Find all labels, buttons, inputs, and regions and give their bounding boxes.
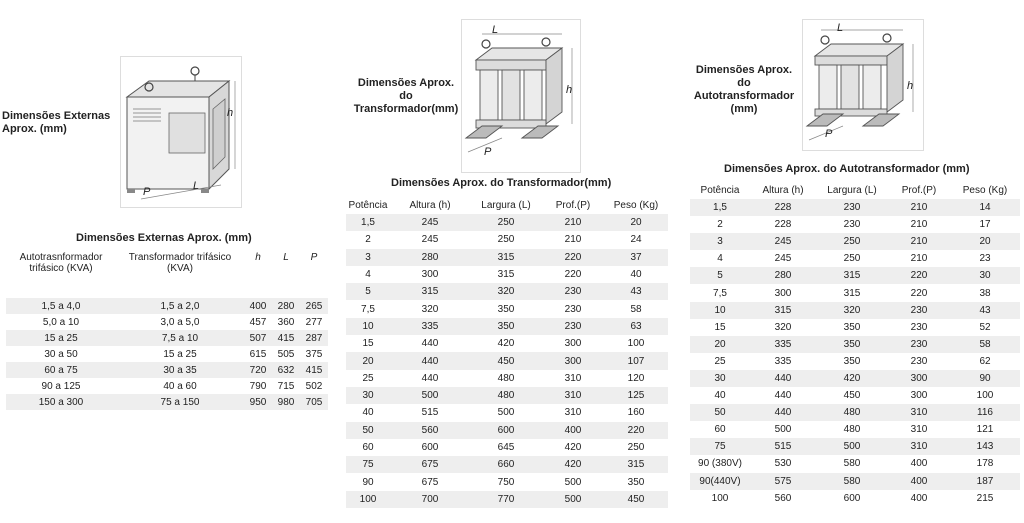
col-header: Transformador trifásico (KVA)	[128, 252, 232, 274]
table-cell: 350	[843, 321, 861, 333]
table-cell: 230	[910, 355, 928, 367]
table-cell: 660	[470, 456, 542, 473]
transformer-dimensions-table	[346, 196, 668, 508]
table-cell: 5,0 a 10	[42, 316, 80, 328]
table-header-row	[346, 196, 668, 214]
table-header-row	[690, 181, 1020, 199]
table-row	[6, 330, 328, 346]
table-cell: 160	[627, 407, 645, 419]
table-row	[346, 473, 668, 490]
table-cell: 645	[497, 442, 515, 453]
external-dimensions-table	[6, 252, 328, 410]
table-cell: 245	[390, 214, 470, 231]
transformer-figure	[461, 19, 581, 173]
table-cell: 335	[774, 355, 792, 367]
table-cell: 20	[604, 214, 668, 231]
table-cell: 515	[421, 407, 439, 419]
table-row	[346, 439, 668, 456]
table-cell: 52	[979, 321, 991, 333]
table-cell: 420	[816, 370, 888, 387]
table-cell: 178	[976, 458, 994, 470]
table-row	[690, 336, 1020, 353]
table-cell: 500	[816, 438, 888, 455]
table-row	[690, 455, 1020, 472]
table-cell: 143	[950, 438, 1020, 455]
table-row	[346, 370, 668, 387]
table-cell: 315	[604, 456, 668, 473]
col-header: Altura (h)	[762, 184, 804, 196]
table-cell: 575	[750, 473, 816, 490]
table-cell: 315	[843, 287, 861, 299]
table-cell: 10	[690, 302, 750, 319]
enclosure-figure	[120, 56, 242, 208]
table-cell: 360	[277, 316, 295, 328]
table-cell: 310	[888, 404, 950, 421]
table-cell: 20	[690, 336, 750, 353]
table-cell: 790	[249, 380, 267, 392]
table-cell: 15 a 25	[6, 330, 116, 346]
height-label: h	[227, 107, 234, 119]
table-row	[346, 249, 668, 266]
table-cell: 50	[690, 404, 750, 421]
table-cell: 715	[277, 380, 295, 392]
col-header: Peso (Kg)	[613, 199, 659, 211]
table-cell: 400	[910, 458, 928, 470]
table-cell: 315	[816, 267, 888, 284]
table-cell: 277	[305, 316, 323, 328]
table-cell: 250	[816, 233, 888, 250]
table-cell: 5	[346, 283, 390, 300]
table-cell: 320	[470, 283, 542, 300]
table-row	[346, 352, 668, 369]
table-cell: 310	[910, 424, 928, 436]
autotransformer-dimensions-title: Dimensões Aprox. do Autotransformador (mm)	[724, 163, 970, 175]
table-cell: 50	[346, 422, 390, 439]
table-cell: 90(440V)	[690, 473, 750, 490]
table-cell: 480	[843, 424, 861, 436]
table-cell: 210	[910, 219, 928, 231]
table-cell: 228	[774, 219, 792, 231]
table-cell: 300	[542, 352, 604, 369]
table-cell: 400	[244, 298, 272, 314]
depth-label: P	[143, 186, 151, 198]
table-cell: 480	[497, 372, 515, 384]
table-cell: 230	[564, 303, 582, 315]
table-cell: 1,5	[690, 199, 750, 216]
table-cell: 210	[910, 253, 928, 265]
table-cell: 320	[421, 303, 439, 315]
table-cell: 7,5	[361, 303, 375, 315]
table-cell: 980	[272, 394, 300, 410]
table-cell: 280	[750, 267, 816, 284]
table-cell: 440	[750, 370, 816, 387]
table-cell: 265	[300, 298, 328, 314]
length-label: L	[837, 22, 844, 34]
table-cell: 90	[362, 476, 374, 488]
transformer-dimensions-title: Dimensões Aprox. do Transformador(mm)	[391, 177, 612, 189]
enclosure-drawing	[121, 57, 241, 207]
table-cell: 3,0 a 5,0	[160, 316, 200, 328]
table-cell: 280	[272, 298, 300, 314]
table-cell: 675	[390, 456, 470, 473]
table-row	[690, 302, 1020, 319]
table-cell: 7,5	[713, 287, 727, 299]
table-cell: 400	[888, 473, 950, 490]
table-cell: 43	[604, 283, 668, 300]
height-label: h	[566, 84, 573, 96]
table-cell: 250	[470, 214, 542, 231]
external-dimensions-side-label: Dimensões Externas Aprox. (mm)	[2, 110, 111, 135]
table-row	[346, 283, 668, 300]
depth-label: P	[825, 128, 833, 140]
table-cell: 30	[690, 370, 750, 387]
table-cell: 530	[774, 458, 792, 470]
table-row	[346, 231, 668, 248]
table-row	[346, 387, 668, 404]
table-cell: 30 a 50	[44, 348, 78, 360]
table-cell: 1,5	[346, 214, 390, 231]
table-cell: 350	[627, 476, 645, 488]
table-cell: 580	[816, 473, 888, 490]
table-cell: 100	[711, 492, 729, 504]
table-cell: 350	[470, 318, 542, 335]
table-cell: 415	[300, 362, 328, 378]
table-cell: 310	[542, 387, 604, 404]
table-cell: 24	[630, 234, 642, 246]
table-cell: 40 a 60	[163, 380, 197, 392]
table-cell: 210	[888, 233, 950, 250]
table-cell: 440	[421, 372, 439, 384]
table-cell: 58	[630, 303, 642, 315]
table-cell: 17	[979, 219, 991, 231]
table-cell: 310	[564, 372, 582, 384]
table-cell: 4	[365, 269, 371, 281]
table-row	[6, 378, 328, 394]
table-row	[346, 335, 668, 352]
table-cell: 5	[690, 267, 750, 284]
table-cell: 500	[497, 407, 515, 419]
table-cell: 121	[976, 424, 994, 436]
col-header: Prof.(P)	[555, 199, 591, 211]
table-cell: 220	[564, 269, 582, 281]
table-row	[690, 438, 1020, 455]
table-row	[346, 456, 668, 473]
table-cell: 502	[305, 380, 323, 392]
table-cell: 315	[750, 302, 816, 319]
table-row	[690, 250, 1020, 267]
table-cell: 15	[362, 338, 374, 350]
table-cell: 60 a 75	[6, 362, 116, 378]
table-cell: 100	[976, 390, 994, 402]
table-cell: 220	[542, 249, 604, 266]
table-cell: 420	[497, 338, 515, 350]
table-cell: 210	[888, 199, 950, 216]
table-cell: 300	[564, 338, 582, 350]
table-header-row	[6, 252, 328, 288]
table-cell: 250	[497, 234, 515, 246]
col-header: L	[283, 252, 289, 263]
table-cell: 720	[244, 362, 272, 378]
table-row	[690, 387, 1020, 404]
table-cell: 440	[750, 404, 816, 421]
col-header: Autotrasnformador trifásico (KVA)	[19, 252, 103, 274]
table-cell: 320	[816, 302, 888, 319]
table-cell: 245	[774, 253, 792, 265]
table-cell: 62	[979, 355, 991, 367]
table-cell: 500	[542, 491, 604, 508]
table-row	[346, 491, 668, 508]
table-cell: 15	[714, 321, 726, 333]
table-cell: 287	[300, 330, 328, 346]
table-cell: 20	[950, 233, 1020, 250]
table-cell: 30	[346, 387, 390, 404]
col-header: h	[255, 252, 261, 263]
table-cell: 420	[542, 456, 604, 473]
table-cell: 230	[542, 318, 604, 335]
table-cell: 58	[950, 336, 1020, 353]
table-row	[690, 199, 1020, 216]
table-cell: 2	[717, 219, 723, 231]
table-cell: 335	[390, 318, 470, 335]
table-cell: 210	[542, 214, 604, 231]
table-cell: 500	[564, 476, 582, 488]
table-row	[690, 216, 1020, 233]
table-row	[6, 346, 328, 362]
table-cell: 7,5 a 10	[116, 330, 244, 346]
table-cell: 450	[604, 491, 668, 508]
table-cell: 705	[300, 394, 328, 410]
table-cell: 400	[910, 492, 928, 504]
table-cell: 675	[421, 476, 439, 488]
table-cell: 30	[950, 267, 1020, 284]
table-cell: 315	[390, 283, 470, 300]
table-cell: 560	[390, 422, 470, 439]
table-cell: 250	[627, 442, 645, 453]
table-cell: 100	[627, 338, 645, 350]
table-cell: 500	[390, 387, 470, 404]
table-cell: 335	[750, 336, 816, 353]
table-cell: 350	[843, 355, 861, 367]
col-header: Largura (L)	[481, 199, 531, 211]
autotransformer-dimensions-table	[690, 181, 1020, 507]
col-header: P	[310, 252, 318, 263]
table-cell: 230	[888, 302, 950, 319]
table-cell: 40	[630, 269, 642, 281]
table-cell: 100	[346, 491, 390, 508]
table-row	[690, 473, 1020, 490]
table-cell: 230	[542, 283, 604, 300]
table-cell: 220	[910, 287, 928, 299]
table-cell: 500	[774, 424, 792, 436]
table-cell: 245	[421, 234, 439, 246]
table-cell: 450	[470, 352, 542, 369]
table-cell: 310	[888, 438, 950, 455]
table-row	[690, 267, 1020, 284]
table-cell: 25	[362, 372, 374, 384]
table-cell: 230	[910, 321, 928, 333]
table-cell: 125	[604, 387, 668, 404]
col-header: Potência	[348, 199, 388, 211]
table-cell: 4	[717, 253, 723, 265]
table-cell: 750	[497, 476, 515, 488]
table-cell: 280	[390, 249, 470, 266]
table-cell: 10	[346, 318, 390, 335]
table-cell: 23	[979, 253, 991, 265]
table-cell: 40	[362, 407, 374, 419]
table-cell: 300	[421, 269, 439, 281]
table-row	[6, 362, 328, 378]
col-header: Altura (h)	[409, 199, 451, 211]
table-cell: 450	[843, 390, 861, 402]
col-header: Prof.(P)	[901, 184, 937, 196]
table-cell: 507	[244, 330, 272, 346]
table-cell: 415	[272, 330, 300, 346]
table-cell: 615	[249, 348, 267, 360]
table-row	[690, 490, 1020, 507]
table-cell: 300	[910, 390, 928, 402]
table-row	[346, 318, 668, 335]
table-cell: 480	[470, 387, 542, 404]
table-cell: 215	[976, 492, 994, 504]
table-cell: 30 a 35	[116, 362, 244, 378]
table-cell: 600	[470, 422, 542, 439]
autotransformer-drawing	[803, 20, 923, 150]
table-cell: 1,5 a 4,0	[6, 298, 116, 314]
table-cell: 38	[979, 287, 991, 299]
table-cell: 14	[950, 199, 1020, 216]
table-cell: 300	[888, 370, 950, 387]
table-row	[690, 353, 1020, 370]
table-cell: 75	[690, 438, 750, 455]
table-cell: 90	[950, 370, 1020, 387]
table-cell: 187	[950, 473, 1020, 490]
table-cell: 3	[346, 249, 390, 266]
table-row	[690, 284, 1020, 301]
table-row	[690, 370, 1020, 387]
col-header: Peso (Kg)	[962, 184, 1008, 196]
transformer-drawing	[462, 20, 580, 172]
table-row	[690, 319, 1020, 336]
col-header: Potência	[700, 184, 740, 196]
table-cell: 560	[774, 492, 792, 504]
table-cell: 75	[346, 456, 390, 473]
table-cell: 230	[843, 219, 861, 231]
height-label: h	[907, 80, 914, 92]
table-cell: 375	[305, 348, 323, 360]
table-cell: 515	[750, 438, 816, 455]
table-cell: 457	[249, 316, 267, 328]
table-cell: 230	[888, 336, 950, 353]
table-cell: 770	[470, 491, 542, 508]
table-cell: 40	[714, 390, 726, 402]
table-cell: 600	[421, 442, 439, 453]
table-cell: 25	[714, 355, 726, 367]
table-cell: 350	[497, 303, 515, 315]
table-row	[346, 300, 668, 317]
table-row	[690, 233, 1020, 250]
table-cell: 420	[564, 442, 582, 453]
length-label: L	[492, 24, 499, 36]
table-row	[346, 422, 668, 439]
depth-label: P	[484, 146, 492, 158]
table-cell: 250	[843, 253, 861, 265]
table-cell: 320	[774, 321, 792, 333]
table-cell: 150 a 300	[6, 394, 116, 410]
table-cell: 75 a 150	[116, 394, 244, 410]
table-cell: 116	[950, 404, 1020, 421]
table-cell: 120	[627, 372, 645, 384]
table-cell: 230	[816, 199, 888, 216]
table-cell: 90 a 125	[41, 380, 81, 392]
table-cell: 60	[362, 442, 374, 453]
table-cell: 37	[604, 249, 668, 266]
table-cell: 400	[542, 422, 604, 439]
table-cell: 315	[470, 249, 542, 266]
table-row	[690, 421, 1020, 438]
table-cell: 63	[604, 318, 668, 335]
table-cell: 632	[272, 362, 300, 378]
table-cell: 210	[564, 234, 582, 246]
table-cell: 60	[714, 424, 726, 436]
col-header: Largura (L)	[827, 184, 877, 196]
length-label: L	[193, 180, 200, 192]
table-cell: 228	[750, 199, 816, 216]
table-cell: 2	[365, 234, 371, 246]
table-row	[690, 404, 1020, 421]
table-cell: 315	[497, 269, 515, 281]
table-cell: 600	[843, 492, 861, 504]
table-cell: 90 (380V)	[698, 458, 742, 470]
autotransformer-side-label: Dimensões Aprox. do Autotransformador (mm)	[693, 64, 795, 115]
table-cell: 20	[346, 352, 390, 369]
table-cell: 300	[774, 287, 792, 299]
table-cell: 700	[390, 491, 470, 508]
table-row	[6, 298, 328, 314]
table-cell: 480	[816, 404, 888, 421]
table-cell: 440	[390, 352, 470, 369]
autotransformer-figure	[802, 19, 924, 151]
table-row	[346, 214, 668, 231]
table-cell: 310	[564, 407, 582, 419]
table-cell: 505	[277, 348, 295, 360]
table-cell: 440	[774, 390, 792, 402]
external-dimensions-title: Dimensões Externas Aprox. (mm)	[76, 232, 252, 244]
table-row	[346, 266, 668, 283]
table-cell: 245	[750, 233, 816, 250]
table-cell: 3	[690, 233, 750, 250]
table-cell: 950	[244, 394, 272, 410]
table-cell: 1,5 a 2,0	[116, 298, 244, 314]
table-row	[346, 404, 668, 421]
table-cell: 43	[950, 302, 1020, 319]
table-cell: 15 a 25	[163, 348, 197, 360]
table-cell: 580	[843, 458, 861, 470]
table-cell: 220	[604, 422, 668, 439]
transformer-side-label: Dimensões Aprox. do Transformador(mm)	[353, 77, 459, 115]
table-row	[6, 314, 328, 330]
table-cell: 220	[888, 267, 950, 284]
table-cell: 440	[421, 338, 439, 350]
table-cell: 350	[816, 336, 888, 353]
table-cell: 107	[604, 352, 668, 369]
table-row	[6, 394, 328, 410]
